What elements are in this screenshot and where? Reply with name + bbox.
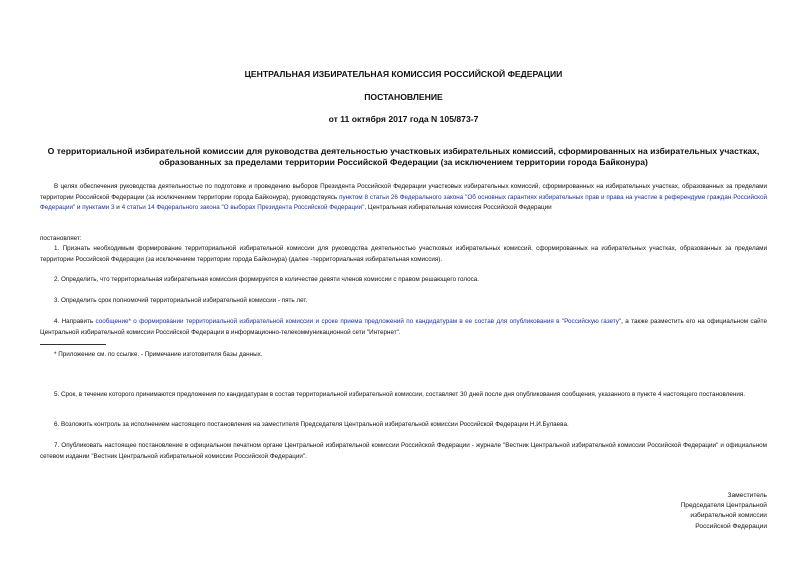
document-title: О территориальной избирательной комиссии для руководства деятельностью участковых избирательных комиссий, сформированных на избирательных участках, образованных за пределами территории Российской Федерации (за исключением территории города Байконура) — [47, 146, 760, 168]
item-6: 6. Возложить контроль за исполнением настоящего постановления на заместителя Председателя Центральной избирательной комиссии Российской Федерации Н.И.Булаева. — [54, 421, 569, 428]
resolves-label: постановляет: — [40, 235, 82, 242]
preamble-text-3: и — [114, 204, 122, 212]
link-announcement[interactable]: сообщение* о формировании территориальной избирательной комиссии и сроке приема предложений по кандидатурам в ее состав для опубликования в "Российскую газету" — [95, 318, 622, 325]
item-4-text-1: 4. Направить — [54, 318, 96, 325]
signature-line-4: Российской Федерации — [695, 522, 767, 530]
link-items-3[interactable]: пунктами 3 — [82, 204, 115, 212]
footnote: * Приложение см. по ссылке. - Примечание изготовителя базы данных. — [54, 351, 263, 358]
preamble-paragraph — [40, 182, 767, 214]
preamble-text-2: и — [75, 204, 83, 212]
signature-line-3: избирательной комиссии — [690, 512, 767, 520]
link-federal-law-guarantees[interactable]: пунктом 8 статьи 26 Федерального закона "Об основных гарантиях избирательных прав и права на участие в референдуме граждан Российской Федерации" — [40, 193, 767, 212]
date-number: от 11 октября 2017 года N 105/873-7 — [328, 114, 479, 124]
signature-line-2: Председателя Центральной — [680, 502, 767, 510]
item-5: 5. Срок, в течение которого принимаются предложения по кандидатурам в состав территориальной избирательной комиссии, составляет 30 дней после дня опубликования сообщения, указанного в пункте 4 настоящего постановления. — [54, 391, 746, 398]
item-4-text-2: , а также разместить его на официальном сайте Центральной избирательной комиссии Российской Федерации в информационно-телекоммуникационной сети "Интернет". — [40, 318, 767, 336]
org-heading: ЦЕНТРАЛЬНАЯ ИЗБИРАТЕЛЬНАЯ КОМИССИЯ РОССИЙСКОЙ ФЕДЕРАЦИИ — [244, 69, 563, 79]
item-1: 1. Признать необходимым формирование территориальной избирательной комиссии для руководства деятельностью участковых избирательных комиссий, сформированных на избирательных участках, образованных за пределами территории Российской Федерации (за исключением территории города Байконура) (далее -территориальная избирательная комиссия). — [40, 245, 767, 263]
signature-line-1: Заместитель — [727, 492, 767, 499]
item-2: 2. Определить, что территориальная избирательная комиссия формируется в количестве девяти членов комиссии с правом решающего голоса. — [54, 276, 479, 283]
preamble-text-4: , Центральная избирательная комиссия Российской Федерации — [364, 204, 552, 212]
link-federal-law-president[interactable]: 4 статьи 14 Федерального закона "О выборах Президента Российской Федерации" — [121, 204, 365, 212]
item-4 — [40, 317, 767, 338]
item-7: 7. Опубликовать настоящее постановление в официальном печатном органе Центральной избирательной комиссии Российской Федерации - журнале "Вестник Центральной избирательной комиссии Российской Федерации" и официальном сетевом издании "Вестник Центральной избирательной комиссии Российской Федерации". — [40, 442, 767, 460]
signature-block — [567, 491, 767, 532]
document-page — [40, 0, 767, 571]
doc-type-heading: ПОСТАНОВЛЕНИЕ — [364, 92, 443, 102]
footnote-divider — [40, 344, 106, 345]
preamble-text-1: В целях обеспечения руководства деятельностью по подготовке и проведению выборов Президента Российской Федерации участковых избирательных комиссий, сформированных на избирательных участках, образованных за пределами территории Российской Федерации (за исключением территории города Байконура), руководствуясь — [40, 183, 767, 201]
item-3: 3. Определить срок полномочий территориальной избирательной комиссии - пять лет. — [54, 297, 308, 304]
